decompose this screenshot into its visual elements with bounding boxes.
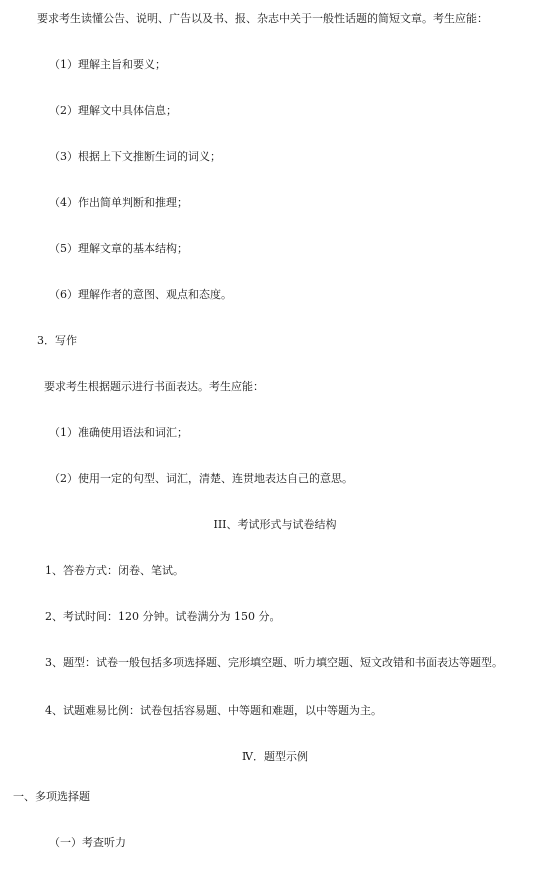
- writing-heading: 3．写作: [37, 334, 77, 347]
- writing-intro: 要求考生根据题示进行书面表达。考生应能：: [44, 380, 264, 393]
- section3-item-1: 1、答卷方式：闭卷、笔试。: [45, 564, 184, 577]
- section3-item-3: 3、题型：试卷一般包括多项选择题、完形填空题、听力填空题、短文改错和书面表达等题型。: [45, 656, 503, 669]
- reading-item-2: （2）理解文中具体信息；: [49, 104, 177, 117]
- section4-sub2: （一）考查听力: [49, 836, 126, 849]
- reading-intro: 要求考生读懂公告、说明、广告以及书、报、杂志中关于一般性话题的简短文章。考生应能：: [37, 12, 488, 25]
- writing-item-1: （1）准确使用语法和词汇；: [49, 426, 188, 439]
- reading-item-1: （1）理解主旨和要义；: [49, 58, 166, 71]
- section4-sub1: 一、多项选择题: [13, 790, 90, 803]
- section3-title: III、考试形式与试卷结构: [213, 518, 337, 531]
- section3-item-2: 2、考试时间：120 分钟。试卷满分为 150 分。: [45, 610, 281, 623]
- reading-item-5: （5）理解文章的基本结构；: [49, 242, 188, 255]
- writing-item-2: （2）使用一定的句型、词汇，清楚、连贯地表达自己的意思。: [49, 472, 353, 485]
- section3-item-4: 4、试题难易比例：试卷包括容易题、中等题和难题，以中等题为主。: [45, 704, 382, 717]
- reading-item-4: （4）作出简单判断和推理；: [49, 196, 188, 209]
- reading-item-3: （3）根据上下文推断生词的词义；: [49, 150, 221, 163]
- reading-item-6: （6）理解作者的意图、观点和态度。: [49, 288, 232, 301]
- section4-title: Ⅳ．题型示例: [242, 750, 308, 763]
